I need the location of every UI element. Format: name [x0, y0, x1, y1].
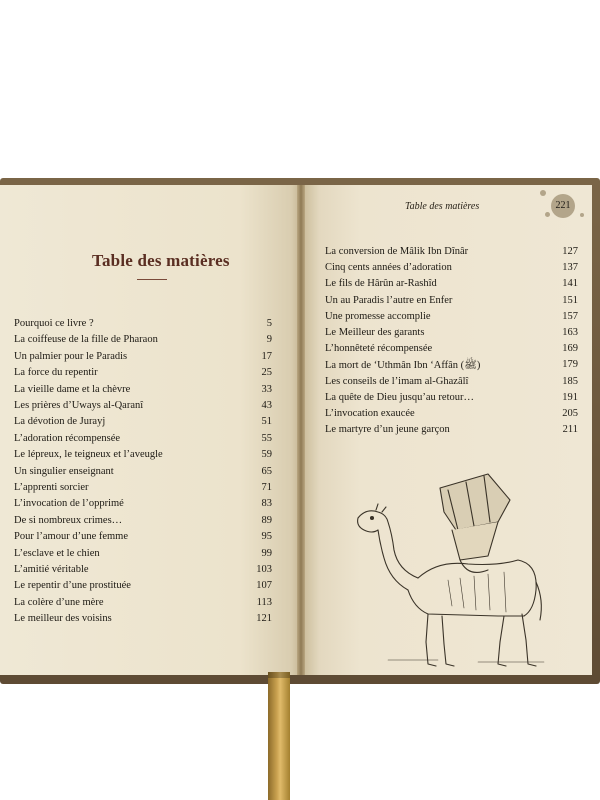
toc-entry-title: De si nombreux crimes…	[14, 514, 123, 526]
toc-entry	[14, 449, 272, 465]
toc-entry-page: 71	[261, 482, 272, 493]
toc-entry-page: 113	[256, 596, 272, 608]
decor-dot	[540, 190, 546, 196]
toc-entry-page: 95	[261, 531, 272, 543]
toc-entry-title: L’amitié véritable	[14, 564, 89, 575]
toc-entry	[325, 327, 578, 343]
toc-entry-page: 179	[562, 359, 578, 371]
page-number-badge: 221	[551, 194, 575, 218]
toc-entry-page: 5	[266, 318, 272, 329]
toc-entry-page: 65	[261, 465, 272, 477]
toc-entry	[325, 376, 578, 392]
toc-entry-title: L’adoration récompensée	[14, 432, 121, 444]
toc-entry-title: Le Meilleur des garants	[325, 327, 425, 338]
toc-entry	[14, 334, 272, 350]
title-underline	[137, 279, 167, 280]
toc-entry-title: L’apprenti sorcier	[14, 482, 89, 493]
toc-entry-title: La coiffeuse de la fille de Pharaon	[14, 334, 158, 346]
toc-entry-title: La mort de ‘Uthmân Ibn ‘Affân (ﷺ)	[325, 360, 481, 372]
toc-entry-page: 163	[562, 327, 578, 338]
toc-entry-page: 141	[562, 278, 578, 290]
toc-entry	[14, 564, 272, 580]
toc-entry-title: Cinq cents années d’adoration	[325, 262, 452, 274]
toc-entry-title: La colère d’une mère	[14, 596, 104, 608]
toc-entry-title: La force du repentir	[14, 367, 98, 379]
bookmark-ribbon	[268, 672, 290, 800]
toc-entry	[325, 311, 578, 327]
toc-entry	[325, 343, 578, 359]
toc-entry-page: 211	[562, 424, 578, 436]
toc-entry	[14, 515, 272, 531]
decor-dot	[580, 213, 584, 217]
toc-entry-page: 121	[256, 613, 272, 625]
toc-entry-page: 151	[562, 294, 578, 306]
toc-entry-title: Le meilleur des voisins	[14, 613, 112, 625]
toc-entry	[325, 424, 578, 440]
toc-entry	[14, 548, 272, 564]
toc-entry	[325, 262, 578, 278]
toc-entry	[14, 613, 272, 629]
toc-entry-title: L’invocation de l’opprimé	[14, 498, 124, 510]
toc-entry-title: Le martyre d’un jeune garçon	[325, 424, 450, 436]
toc-entry	[325, 359, 578, 375]
toc-entry-title: Les prières d’Uways al-Qaranî	[14, 400, 144, 411]
toc-entry-page: 59	[261, 449, 272, 461]
toc-entry-page: 205	[562, 408, 578, 419]
toc-entry-title: Le repentir d’une prostituée	[14, 580, 131, 592]
page-title: Table des matières	[92, 251, 230, 270]
toc-entry	[325, 392, 578, 408]
toc-entry-title: Pourquoi ce livre ?	[14, 318, 94, 329]
toc-entry-page: 157	[562, 310, 578, 322]
toc-entry-title: Un palmier pour le Paradis	[14, 350, 128, 362]
toc-entry-title: L’esclave et le chien	[14, 547, 100, 559]
decor-dot	[545, 212, 550, 217]
toc-entry	[14, 400, 272, 416]
toc-entry	[14, 482, 272, 498]
toc-entry	[14, 318, 272, 334]
toc-entry-page: 55	[261, 432, 272, 444]
toc-entry-title: Un singulier enseignant	[14, 465, 114, 477]
running-header: Table des matières	[405, 201, 480, 212]
camel-with-load-sketch-icon	[348, 460, 548, 670]
toc-entry-page: 9	[266, 334, 272, 346]
toc-entry-title: Le fils de Hârûn ar-Rashîd	[325, 278, 437, 290]
toc-entry	[14, 384, 272, 400]
toc-entry-page: 137	[562, 262, 578, 274]
toc-entry	[14, 580, 272, 596]
toc-entry-page: 33	[261, 383, 272, 395]
toc-entry	[14, 597, 272, 613]
toc-entry-page: 185	[562, 375, 578, 387]
toc-entry	[14, 498, 272, 514]
toc-entry-page: 107	[256, 580, 272, 592]
toc-entry-page: 25	[261, 367, 272, 379]
toc-entry-page: 103	[256, 564, 272, 575]
toc-entry-page: 191	[562, 391, 578, 403]
toc-entry-page: 17	[261, 350, 272, 362]
toc-entry-title: La dévotion de Jurayj	[14, 416, 106, 428]
toc-entry-title: L’invocation exaucée	[325, 408, 415, 419]
toc-entry-page: 51	[261, 416, 272, 428]
toc-entry	[14, 466, 272, 482]
toc-entry-page: 89	[261, 514, 272, 526]
toc-entry	[14, 416, 272, 432]
toc-entry	[325, 278, 578, 294]
toc-entry-title: Un au Paradis l’autre en Enfer	[325, 294, 453, 306]
toc-entry-page: 83	[261, 498, 272, 510]
toc-entry-title: L’honnêteté récompensée	[325, 343, 433, 355]
toc-entry-page: 169	[562, 343, 578, 355]
book-spine	[297, 185, 305, 675]
toc-entry	[14, 433, 272, 449]
toc-entry	[325, 408, 578, 424]
toc-entry	[325, 295, 578, 311]
toc-entry	[14, 367, 272, 383]
toc-entry-title: La quête de Dieu jusqu’au retour…	[325, 391, 474, 403]
toc-entry-title: Le lépreux, le teigneux et l’aveugle	[14, 449, 163, 461]
toc-entry-title: La vieille dame et la chèvre	[14, 383, 131, 395]
toc-entry	[325, 246, 578, 262]
toc-entry-page: 99	[261, 547, 272, 559]
toc-entry	[14, 531, 272, 547]
toc-entry-title: Les conseils de l’imam al-Ghazâlî	[325, 375, 469, 387]
toc-entry-page: 127	[562, 246, 578, 257]
toc-entry-title: Pour l’amour d’une femme	[14, 531, 129, 543]
toc-entry-page: 43	[261, 400, 272, 411]
toc-entry	[14, 351, 272, 367]
toc-entry-title: La conversion de Mâlik Ibn Dînâr	[325, 246, 469, 257]
toc-entry-title: Une promesse accomplie	[325, 310, 431, 322]
